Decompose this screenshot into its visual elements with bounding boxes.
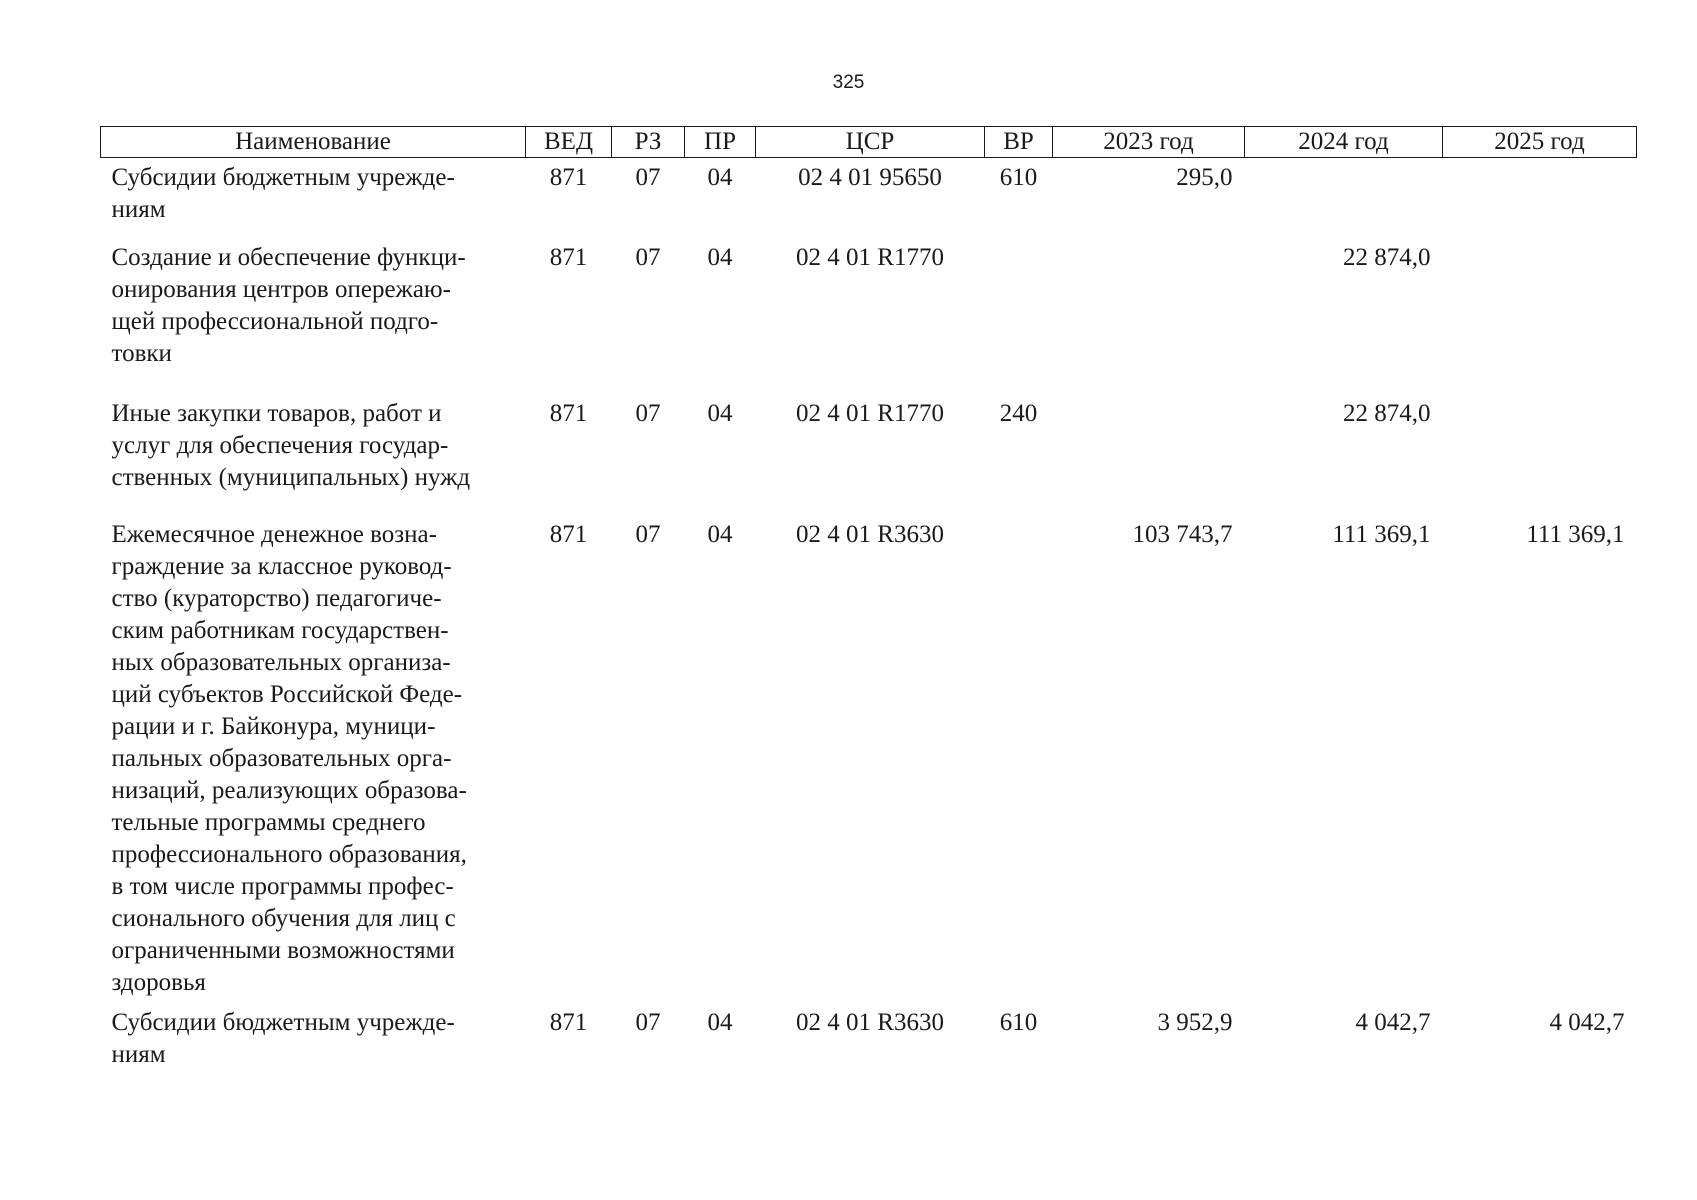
header-ved: ВЕД xyxy=(526,127,612,158)
header-name: Наименование xyxy=(101,127,526,158)
row-pr: 04 xyxy=(707,521,733,548)
row-2025 xyxy=(1443,394,1637,515)
table-row xyxy=(101,238,1637,394)
row-rz: 07 xyxy=(635,244,661,271)
budget-table xyxy=(100,126,1637,1071)
row-2024: 22 874,0 xyxy=(1343,244,1431,271)
table-row xyxy=(101,394,1637,515)
header-row xyxy=(101,127,1637,158)
row-2023: 3 952,9 xyxy=(1157,1009,1233,1036)
row-2024: 111 369,1 xyxy=(1332,521,1431,548)
row-name-text: Субсидии бюджетным учрежде- ниям xyxy=(111,1009,455,1068)
row-2025 xyxy=(1443,238,1637,394)
header-csr: ЦСР xyxy=(756,127,985,158)
row-2024: 4 042,7 xyxy=(1355,1009,1431,1036)
row-pr: 04 xyxy=(707,400,733,427)
row-vr xyxy=(985,515,1053,1003)
row-pr: 04 xyxy=(707,164,733,191)
row-pr: 04 xyxy=(707,244,733,271)
header-pr: ПР xyxy=(685,127,756,158)
row-rz: 07 xyxy=(635,1009,661,1036)
header-2024: 2024 год xyxy=(1245,127,1443,158)
row-vr: 610 xyxy=(999,1009,1038,1036)
row-name xyxy=(101,515,526,1003)
row-2023: 295,0 xyxy=(1176,164,1233,191)
table-row xyxy=(101,515,1637,1003)
header-vr: ВР xyxy=(985,127,1053,158)
row-ved: 871 xyxy=(549,400,588,427)
row-ved: 871 xyxy=(549,1009,588,1036)
row-rz: 07 xyxy=(635,164,661,191)
page-number: 325 xyxy=(832,72,865,93)
row-name xyxy=(101,158,526,239)
row-ved: 871 xyxy=(549,244,588,271)
row-csr: 02 4 01 R3630 xyxy=(796,1009,944,1036)
table-row xyxy=(101,1003,1637,1071)
row-csr: 02 4 01 95650 xyxy=(798,164,942,191)
row-vr xyxy=(985,238,1053,394)
table-row xyxy=(101,158,1637,239)
row-csr: 02 4 01 R1770 xyxy=(796,244,944,271)
row-2025: 4 042,7 xyxy=(1549,1009,1625,1036)
row-name xyxy=(101,1003,526,1071)
row-name-text: Иные закупки товаров, работ и услуг для обеспечения государ- ственных (муниципальных) нужд xyxy=(111,400,471,491)
row-name-text: Ежемесячное денежное возна- граждение за классное руковод- ство (кураторство) педагогиче- ским работникам государствен- ных образовательных организа- ций субъектов Российской Феде- рации и г. Байконура, муници- пальных образовательных орга- низаций, реализующих образова- тельные программы среднего профессионального образования, в том числе программы профес- сионального обучения для лиц с ограниченными возможностями здоровья xyxy=(111,521,467,996)
header-rz: РЗ xyxy=(612,127,685,158)
row-name xyxy=(101,238,526,394)
row-vr: 240 xyxy=(999,400,1038,427)
row-2024: 22 874,0 xyxy=(1343,400,1431,427)
row-csr: 02 4 01 R3630 xyxy=(796,521,944,548)
row-name-text: Создание и обеспечение функци- онирования центров опережаю- щей профессиональной подго- товки xyxy=(111,244,466,367)
row-2023 xyxy=(1053,394,1245,515)
row-pr: 04 xyxy=(707,1009,733,1036)
row-2023 xyxy=(1053,238,1245,394)
header-2023: 2023 год xyxy=(1053,127,1245,158)
row-2025 xyxy=(1443,158,1637,239)
row-name xyxy=(101,394,526,515)
row-ved: 871 xyxy=(549,521,588,548)
row-vr: 610 xyxy=(999,164,1038,191)
row-2023: 103 743,7 xyxy=(1132,521,1233,548)
row-csr: 02 4 01 R1770 xyxy=(796,400,944,427)
row-rz: 07 xyxy=(635,521,661,548)
header-2025: 2025 год xyxy=(1443,127,1637,158)
row-2025: 111 369,1 xyxy=(1526,521,1625,548)
row-rz: 07 xyxy=(635,400,661,427)
row-name-text: Субсидии бюджетным учрежде- ниям xyxy=(111,164,455,223)
row-ved: 871 xyxy=(549,164,588,191)
row-2024 xyxy=(1245,158,1443,239)
